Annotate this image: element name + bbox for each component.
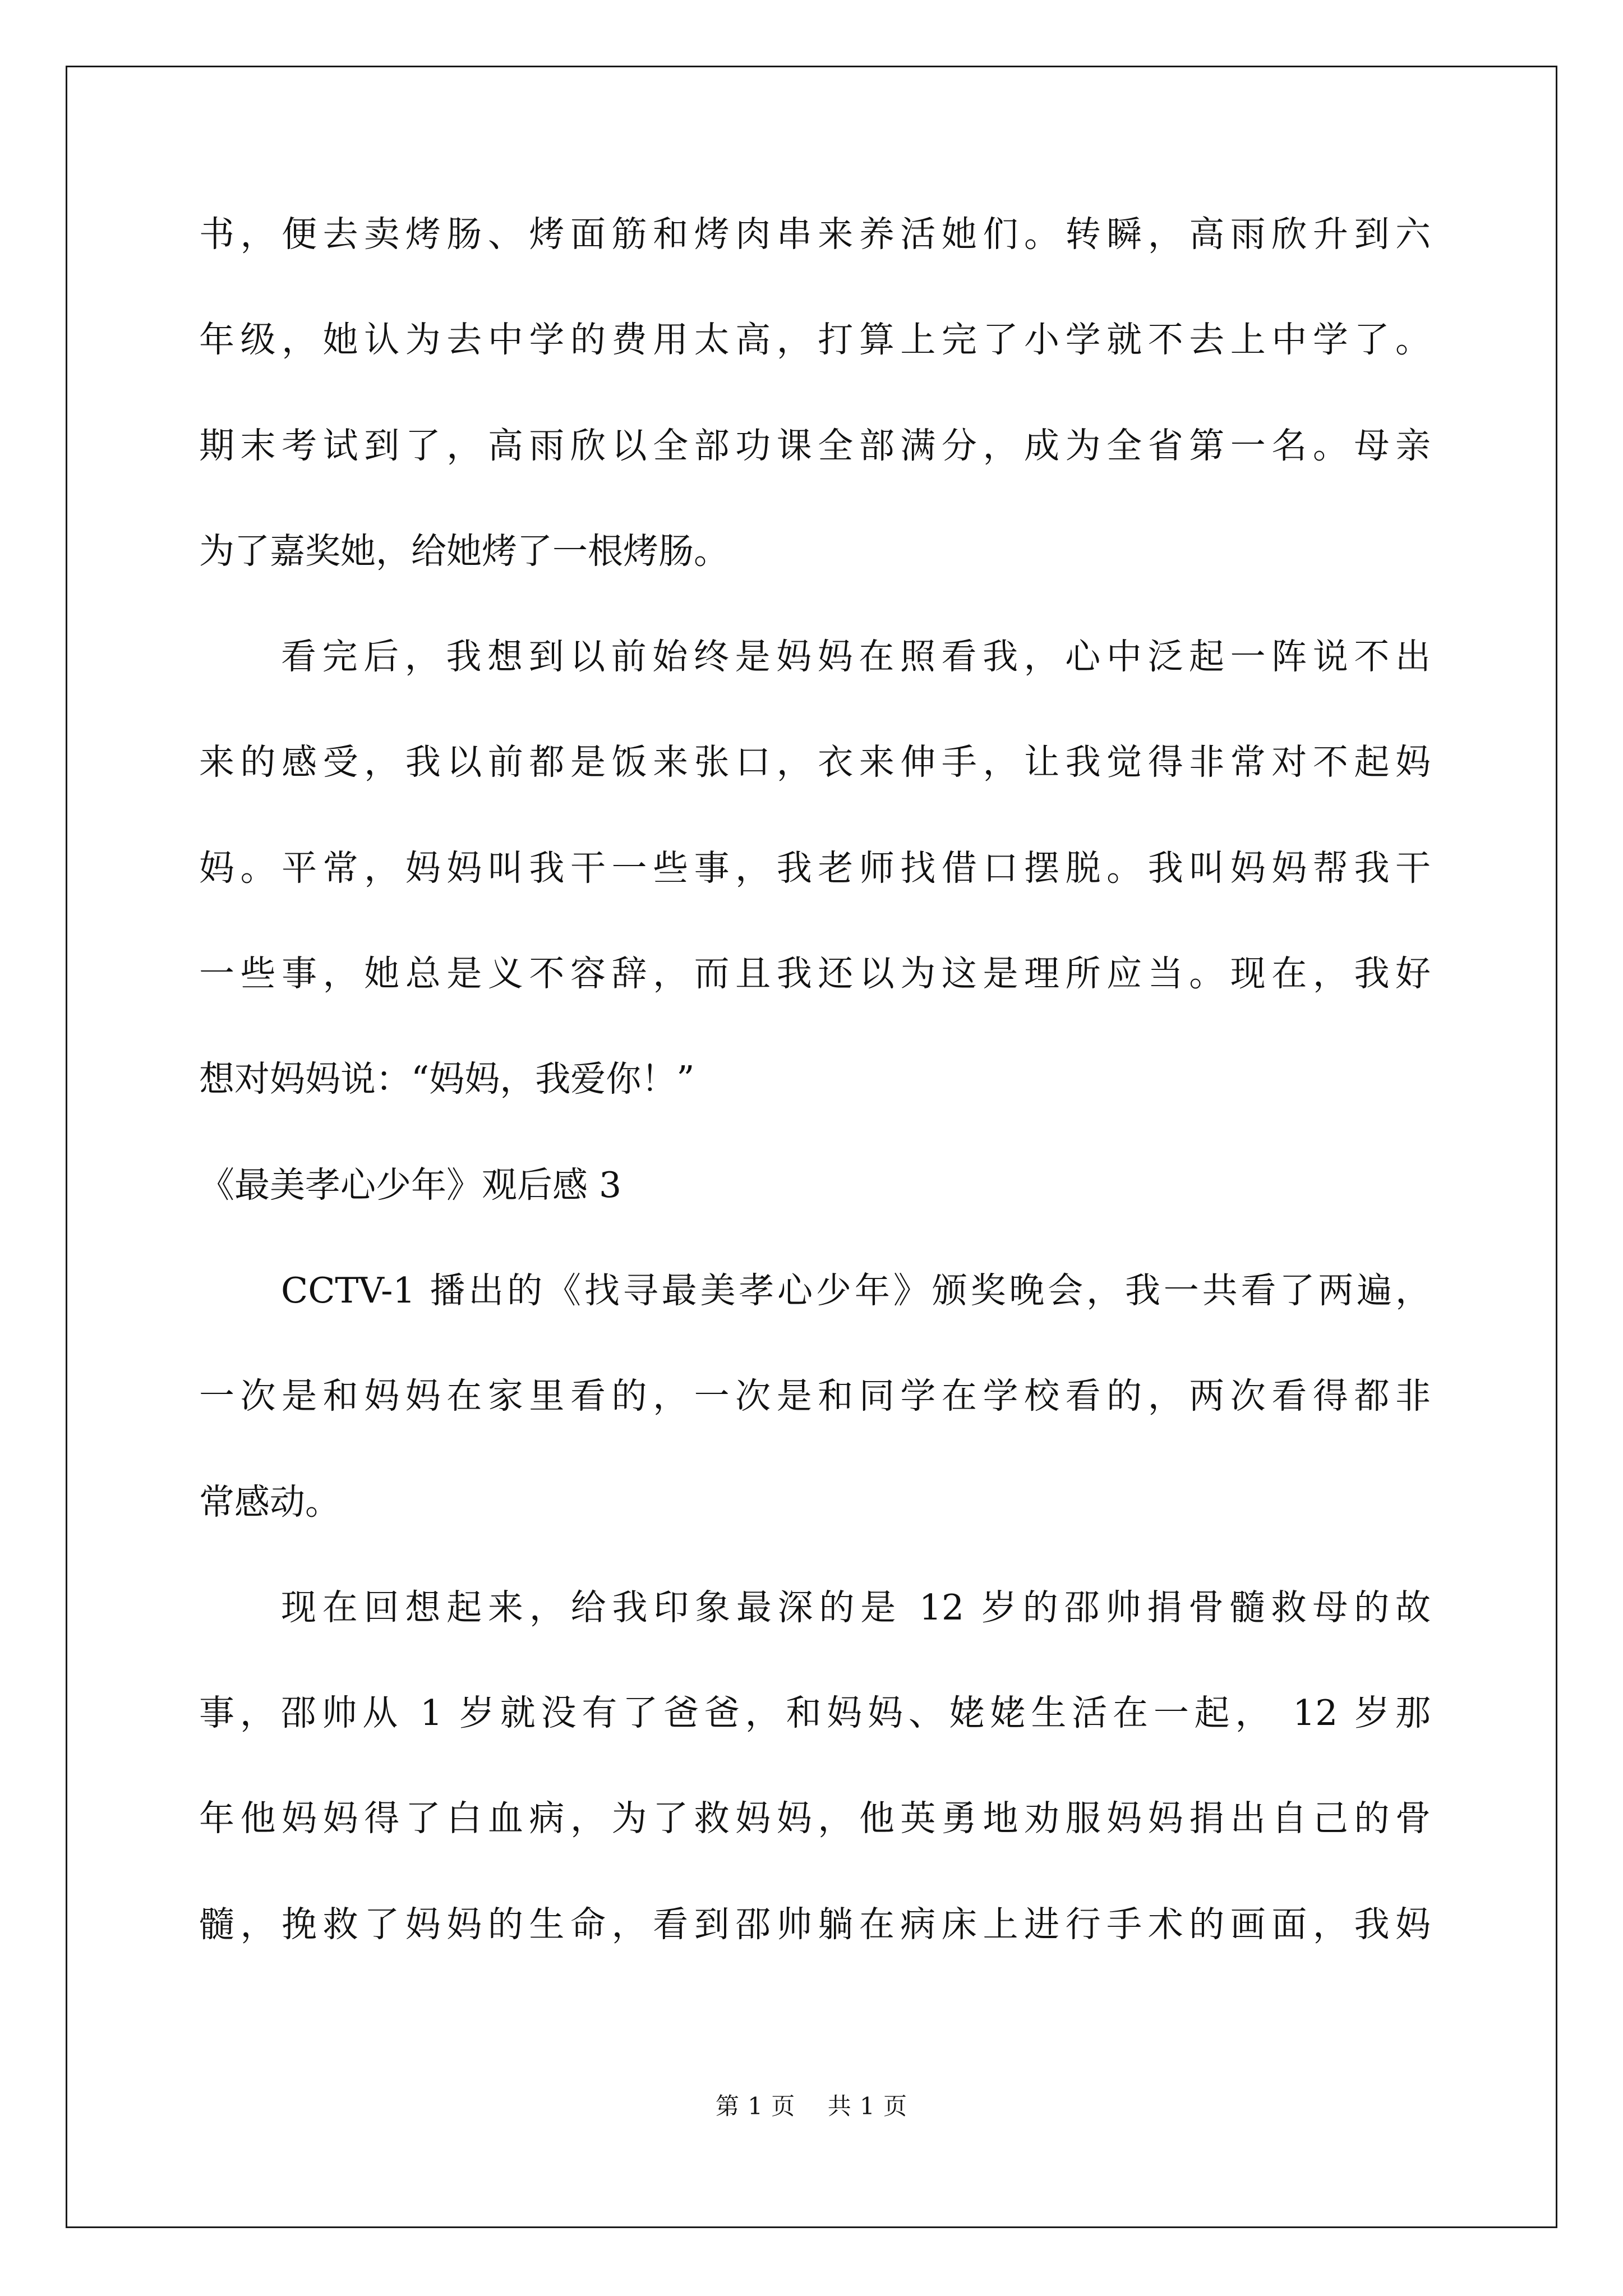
text-line: 想对妈妈说：“妈妈，我爱你！”: [199, 1059, 695, 1100]
text-line: 看完后，我想到以前始终是妈妈在照看我，心中泛起一阵说不出: [281, 636, 1431, 678]
text-line: 一次是和妈妈在家里看的，一次是和同学在学校看的，两次看得都非: [199, 1375, 1431, 1417]
text-line: 一些事，她总是义不容辞，而且我还以为这是理所应当。现在，我好: [199, 953, 1431, 995]
text-line: 髓，挽救了妈妈的生命，看到邵帅躺在病床上进行手术的画面，我妈: [199, 1903, 1431, 1945]
section-heading: 《最美孝心少年》观后感 3: [199, 1164, 622, 1205]
text-line: 常感动。: [199, 1481, 340, 1522]
document-body: [199, 208, 1431, 2003]
text-line: 年级，她认为去中学的费用太高，打算上完了小学就不去上中学了。: [199, 319, 1431, 361]
page-total: 共 1 页: [827, 2092, 908, 2120]
text-line: 书，便去卖烤肠、烤面筋和烤肉串来养活她们。转瞬，高雨欣升到六: [199, 214, 1431, 255]
text-line: CCTV-1 播出的《找寻最美孝心少年》颁奖晚会，我一共看了两遍，: [281, 1269, 1431, 1311]
page-number: 第 1 页: [715, 2092, 796, 2120]
text-line: 为了嘉奖她，给她烤了一根烤肠。: [199, 530, 729, 572]
text-line: 来的感受，我以前都是饭来张口，衣来伸手，让我觉得非常对不起妈: [199, 742, 1431, 783]
text-line: 年他妈妈得了白血病，为了救妈妈，他英勇地劝服妈妈捐出自己的骨: [199, 1798, 1431, 1839]
page-footer: [0, 2088, 1623, 2122]
text-line: 现在回想起来，给我印象最深的是 12 岁的邵帅捐骨髓救母的故: [281, 1586, 1431, 1628]
text-line: 妈。平常，妈妈叫我干一些事，我老师找借口摆脱。我叫妈妈帮我干: [199, 847, 1431, 889]
text-line: 事，邵帅从 1 岁就没有了爸爸，和妈妈、姥姥生活在一起， 12 岁那: [199, 1692, 1431, 1734]
text-line: 期末考试到了，高雨欣以全部功课全部满分，成为全省第一名。母亲: [199, 425, 1431, 466]
